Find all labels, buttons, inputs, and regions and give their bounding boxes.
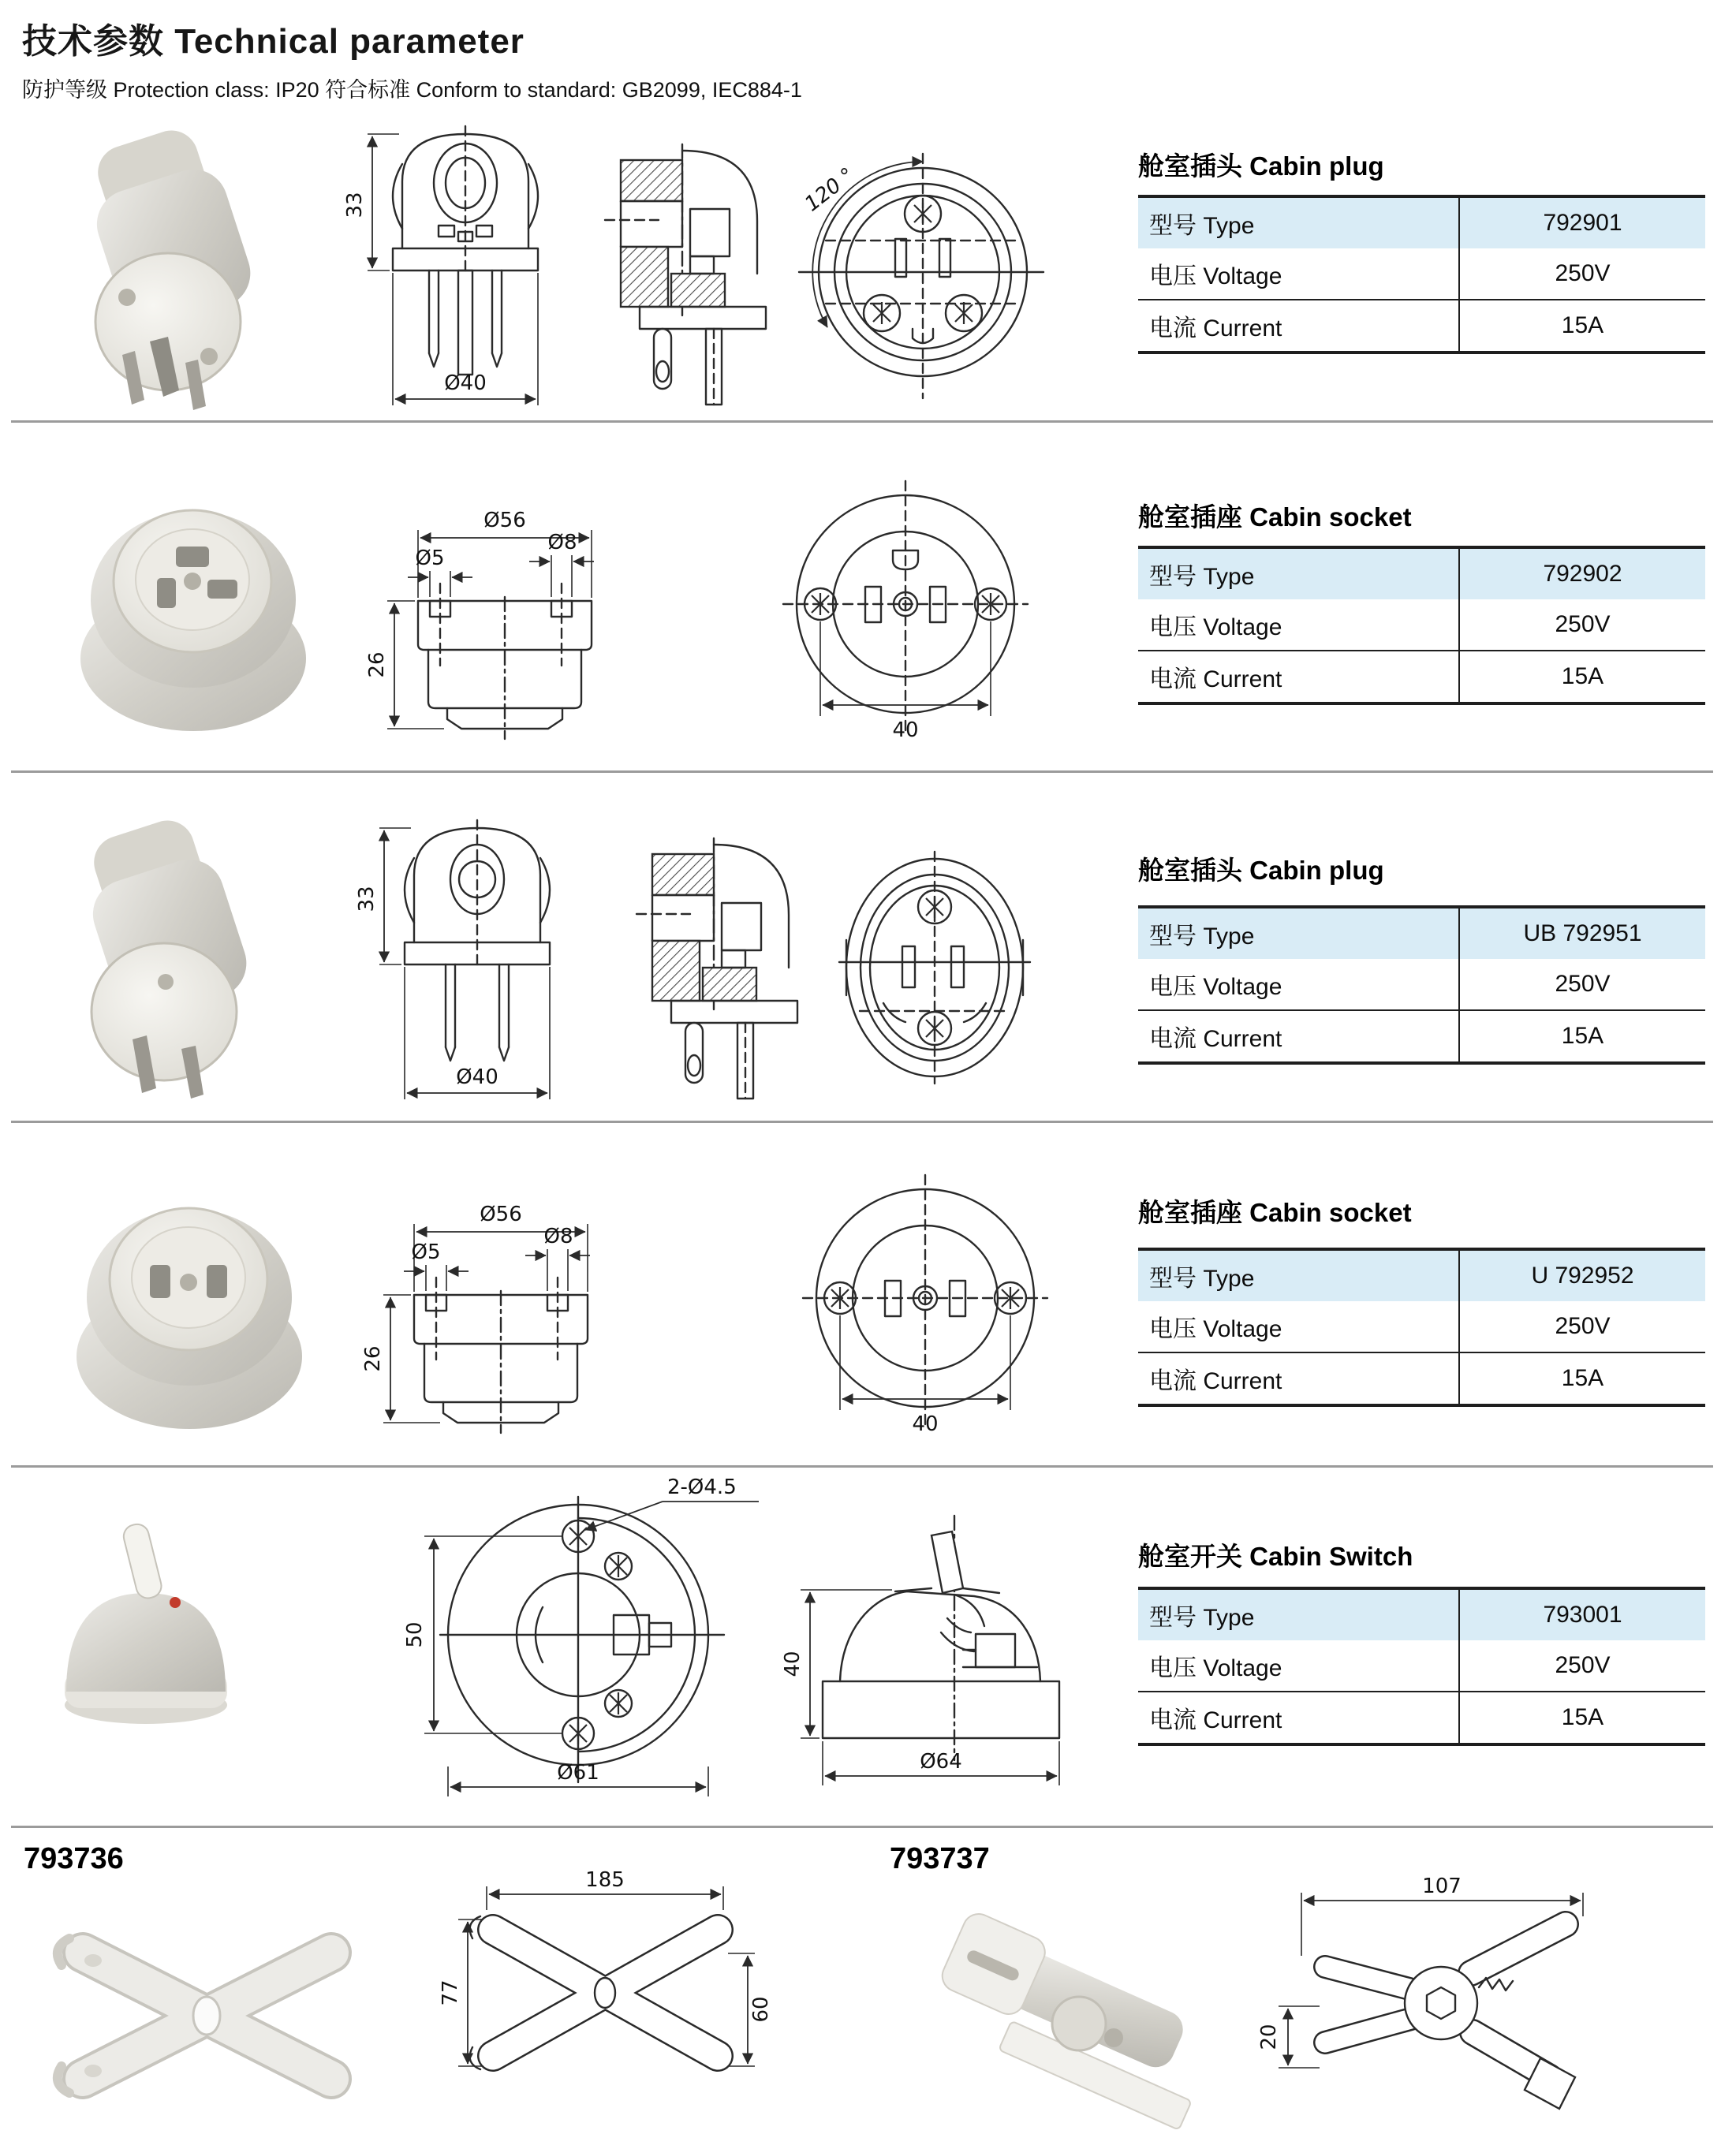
spec-value-current: 15A [1459, 651, 1705, 703]
spec-value-voltage: 250V [1459, 959, 1705, 1010]
dim-height: 33 [355, 886, 379, 912]
dim-length: 107 [1422, 1875, 1462, 1898]
spec-value-current: 15A [1459, 1010, 1705, 1063]
switch-side-drawing [777, 1500, 1108, 1796]
section-divider [11, 420, 1713, 423]
spec-label-voltage: 电压 Voltage [1138, 1640, 1459, 1692]
spec-label-voltage: 电压 Voltage [1138, 599, 1459, 651]
spec-value-current: 15A [1459, 300, 1705, 353]
socket-front-drawing [797, 1166, 1057, 1449]
plug-bottom-drawing [836, 845, 1033, 1090]
spec-label-current: 电流 Current [1149, 666, 1282, 692]
accessory-code: 793737 [890, 1842, 990, 1875]
product-title: 舱室插头 Cabin plug [1138, 856, 1384, 885]
spec-value-type: 792902 [1459, 547, 1705, 599]
spec-label-voltage: 电压 Voltage [1138, 959, 1459, 1010]
spec-value-type: 793001 [1459, 1588, 1705, 1640]
accessory-code: 793736 [24, 1842, 124, 1875]
spec-value-voltage: 250V [1459, 599, 1705, 651]
dim-angle: 120 ° [800, 163, 860, 217]
dim-jaw: 20 [1257, 2024, 1281, 2050]
product-title: 舱室插座 Cabin socket [1138, 1198, 1412, 1227]
plug-section-drawing [595, 138, 793, 414]
dim-holes: 2-Ø4.5 [667, 1476, 737, 1499]
spec-value-current: 15A [1459, 1692, 1705, 1744]
spec-label-type: 型号 Type [1149, 213, 1255, 239]
product-title: 舱室开关 Cabin Switch [1138, 1542, 1413, 1571]
dim-height: 26 [365, 651, 389, 678]
spec-label-current: 电流 Current [1149, 1026, 1282, 1052]
clamp-tool-drawing [438, 1868, 777, 2115]
spec-row [1138, 1352, 1705, 1405]
cabin-switch-photo [55, 1506, 237, 1727]
plug-front-drawing [343, 118, 560, 418]
spec-table-793001 [1138, 1587, 1705, 1746]
spec-row [1138, 248, 1705, 300]
stripper-tool-photo [907, 1874, 1223, 2134]
spec-label-current: 电流 Current [1149, 315, 1282, 341]
section-divider [11, 1465, 1713, 1468]
spec-row [1138, 196, 1705, 248]
spec-label-current: 电流 Current [1149, 1707, 1282, 1733]
clamp-tool-photo [24, 1897, 394, 2130]
spec-label-voltage: 电压 Voltage [1138, 1301, 1459, 1352]
spec-table-792901 [1138, 195, 1705, 354]
dim-length: 185 [585, 1868, 625, 1892]
spec-value-type: U 792952 [1459, 1249, 1705, 1301]
spec-row [1138, 1010, 1705, 1063]
spec-value-current: 15A [1459, 1352, 1705, 1405]
spec-label-current: 电流 Current [1149, 1368, 1282, 1394]
spec-label-voltage: 电压 Voltage [1138, 248, 1459, 300]
spec-row [1138, 907, 1705, 959]
product-title: 舱室插座 Cabin socket [1138, 502, 1412, 532]
dim-diameter: Ø40 [456, 1065, 498, 1089]
spec-row [1138, 599, 1705, 651]
dim-height: 26 [361, 1345, 385, 1372]
section-divider [11, 1121, 1713, 1123]
stripper-tool-drawing [1242, 1871, 1605, 2131]
dim-spacing: 40 [892, 718, 919, 742]
spec-value-type: UB 792951 [1459, 907, 1705, 959]
dim-diameter: Ø61 [557, 1761, 599, 1785]
cabin-plug-photo [71, 820, 276, 1096]
spec-label-type: 型号 Type [1149, 923, 1255, 949]
spec-row [1138, 651, 1705, 703]
section-divider [11, 770, 1713, 773]
dim-hole-large: Ø8 [547, 531, 577, 554]
spec-table-792951 [1138, 905, 1705, 1065]
spec-row [1138, 1249, 1705, 1301]
dim-hole-small: Ø5 [411, 1240, 441, 1264]
switch-front-drawing [385, 1473, 763, 1812]
section-divider [11, 1826, 1713, 1828]
dim-height: 50 [403, 1621, 427, 1648]
cabin-socket-photo [71, 1167, 308, 1431]
spec-row [1138, 1692, 1705, 1744]
page-subtitle: 防护等级 Protection class: IP20 符合标准 Conform to standard: GB2099, IEC884-1 [22, 78, 802, 102]
spec-label-type: 型号 Type [1149, 564, 1255, 590]
dim-height: 77 [439, 1979, 462, 2006]
dim-spacing: 40 [912, 1412, 939, 1436]
spec-row [1138, 1301, 1705, 1352]
socket-side-drawing [351, 483, 619, 743]
spec-value-voltage: 250V [1459, 1640, 1705, 1692]
spec-label-type: 型号 Type [1149, 1605, 1255, 1631]
page-title: 技术参数 Technical parameter [22, 22, 525, 61]
spec-row [1138, 300, 1705, 353]
cabin-socket-photo [75, 469, 312, 733]
dim-hole-large: Ø8 [543, 1225, 573, 1248]
spec-row [1138, 547, 1705, 599]
dim-jaw: 60 [749, 1996, 773, 2023]
dim-outer: Ø56 [483, 509, 526, 532]
spec-row [1138, 959, 1705, 1010]
dim-height: 33 [343, 192, 367, 218]
spec-value-voltage: 250V [1459, 1301, 1705, 1352]
spec-table-792902 [1138, 546, 1705, 705]
clamp-outline [470, 1916, 718, 2069]
product-title: 舱室插头 Cabin plug [1138, 151, 1384, 181]
socket-side-drawing [347, 1177, 615, 1437]
spec-table-792952 [1138, 1248, 1705, 1407]
spec-value-type: 792901 [1459, 196, 1705, 248]
dim-side-height: 40 [781, 1651, 805, 1677]
dim-hole-small: Ø5 [415, 547, 445, 570]
spec-row [1138, 1588, 1705, 1640]
stripper-outline [1325, 1924, 1575, 2109]
plug-bottom-drawing [793, 146, 1045, 406]
spec-value-voltage: 250V [1459, 248, 1705, 300]
dim-side-diameter: Ø64 [920, 1750, 962, 1774]
dim-diameter: Ø40 [444, 371, 487, 395]
spec-row [1138, 1640, 1705, 1692]
dim-outer: Ø56 [480, 1203, 522, 1226]
plug-front-drawing [355, 812, 572, 1112]
cabin-plug-photo [75, 130, 280, 406]
plug-section-drawing [627, 832, 824, 1108]
socket-front-drawing [777, 472, 1037, 755]
spec-label-type: 型号 Type [1149, 1266, 1255, 1292]
